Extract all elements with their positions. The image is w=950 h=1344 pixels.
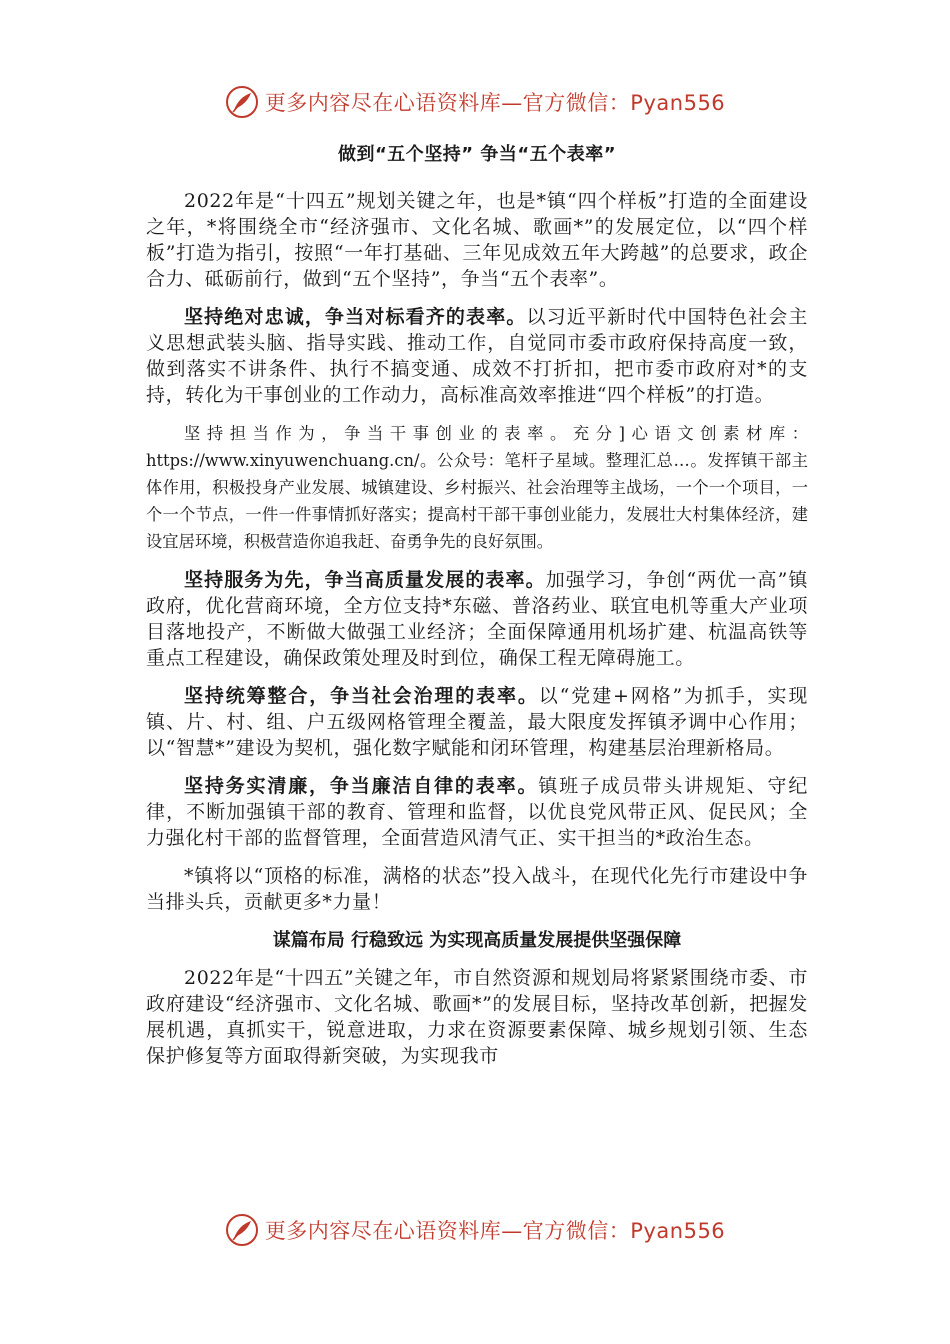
document-body: [146, 138, 808, 1081]
article1-intro: 2022年是“十四五”规划关键之年，也是*镇“四个样板”打造的全面建设之年，*将围绕全市“经济强市、文化名城、歌画*”的发展定位，以“四个样板”打造为指引，按照“一年打基础、三年见成效五年大跨越”的总要求，政企合力、砥砺前行，做到“五个坚持”，争当“五个表率”。: [146, 190, 808, 290]
article1-paragraph-1: [146, 304, 808, 408]
article1-paragraph-3: [146, 567, 808, 671]
paragraph-body: 镇班子成员带头讲规矩、守纪律，不断加强镇干部的教育、管理和监督，以优良党风带正风、促民风；全力强化村干部的监督管理，全面营造风清气正、实干担当的*政治生态。: [146, 775, 808, 849]
quill-pen-logo-icon: [225, 85, 259, 119]
banner-text: 更多内容尽在心语资料库—官方微信：Pyan556: [264, 91, 726, 115]
article1-closing: *镇将以“顶格的标准，满格的状态”投入战斗，在现代化先行市建设中争当排头兵，贡献更多*力量！: [146, 865, 808, 913]
paragraph-body: 以“党建+网格”为抓手，实现镇、片、村、组、户五级网格管理全覆盖，最大限度发挥镇矛调中心作用；以“智慧*”建设为契机，强化数字赋能和闭环管理，构建基层治理新格局。: [146, 685, 808, 759]
paragraph-lead: 坚持服务为先，争当高质量发展的表率。: [184, 569, 546, 591]
paragraph-body: 以习近平新时代中国特色社会主义思想武装头脑、指导实践、推动工作，自觉同市委市政府保持高度一致，做到落实不讲条件、执行不搞变通、成效不打折扣，把市委市政府对*的支持，转化为干事创业的工作动力，高标准高效率推进“四个样板”的打造。: [146, 306, 809, 406]
paragraph-lead: 坚持绝对忠诚，争当对标看齐的表率。: [184, 306, 527, 328]
paragraph-lead: 坚持统筹整合，争当社会治理的表率。: [184, 685, 539, 707]
footer-banner: [0, 1208, 950, 1252]
article1-paragraph-2: 坚持担当作为，争当干事创业的表率。充分]心语文创素材库：https://www.xinyuwenchuang.cn/。公众号：笔杆子星域。整理汇总…。发挥镇干部主体作用，积极投身产业发展、城镇建设、乡村振兴、社会治理等主战场，一个一个项目，一个一个节点，一件一件事情抓好落实；提高村干部干事创业能力，发展壮大村集体经济，建设宜居环境，积极营造你追我赶、奋勇争先的良好氛围。: [146, 424, 808, 551]
banner-text: 更多内容尽在心语资料库—官方微信：Pyan556: [264, 1219, 726, 1243]
article1-title: 做到“五个坚持” 争当“五个表率”: [337, 144, 617, 165]
header-banner: [0, 80, 950, 124]
paragraph-body: 加强学习，争创“两优一高”镇政府，优化营商环境，全方位支持*东磁、普洛药业、联宜电机等重大产业项目落地投产，不断做大做强工业经济；全面保障通用机场扩建、杭温高铁等重点工程建设，确保政策处理及时到位，确保工程无障碍施工。: [146, 569, 809, 669]
article1-paragraph-5: [146, 773, 808, 851]
paragraph-lead: 坚持务实清廉，争当廉洁自律的表率。: [184, 775, 539, 797]
article2-intro: 2022年是“十四五”关键之年，市自然资源和规划局将紧紧围绕市委、市政府建设“经济强市、文化名城、歌画*”的发展目标，坚持改革创新，把握发展机遇，真抓实干，锐意进取，力求在资源要素保障、城乡规划引领、生态保护修复等方面取得新突破，为实现我市: [146, 967, 808, 1067]
quill-pen-logo-icon: [225, 1213, 259, 1247]
article1-paragraph-4: [146, 683, 808, 761]
article2-title: 谋篇布局 行稳致远 为实现高质量发展提供坚强保障: [272, 930, 682, 951]
